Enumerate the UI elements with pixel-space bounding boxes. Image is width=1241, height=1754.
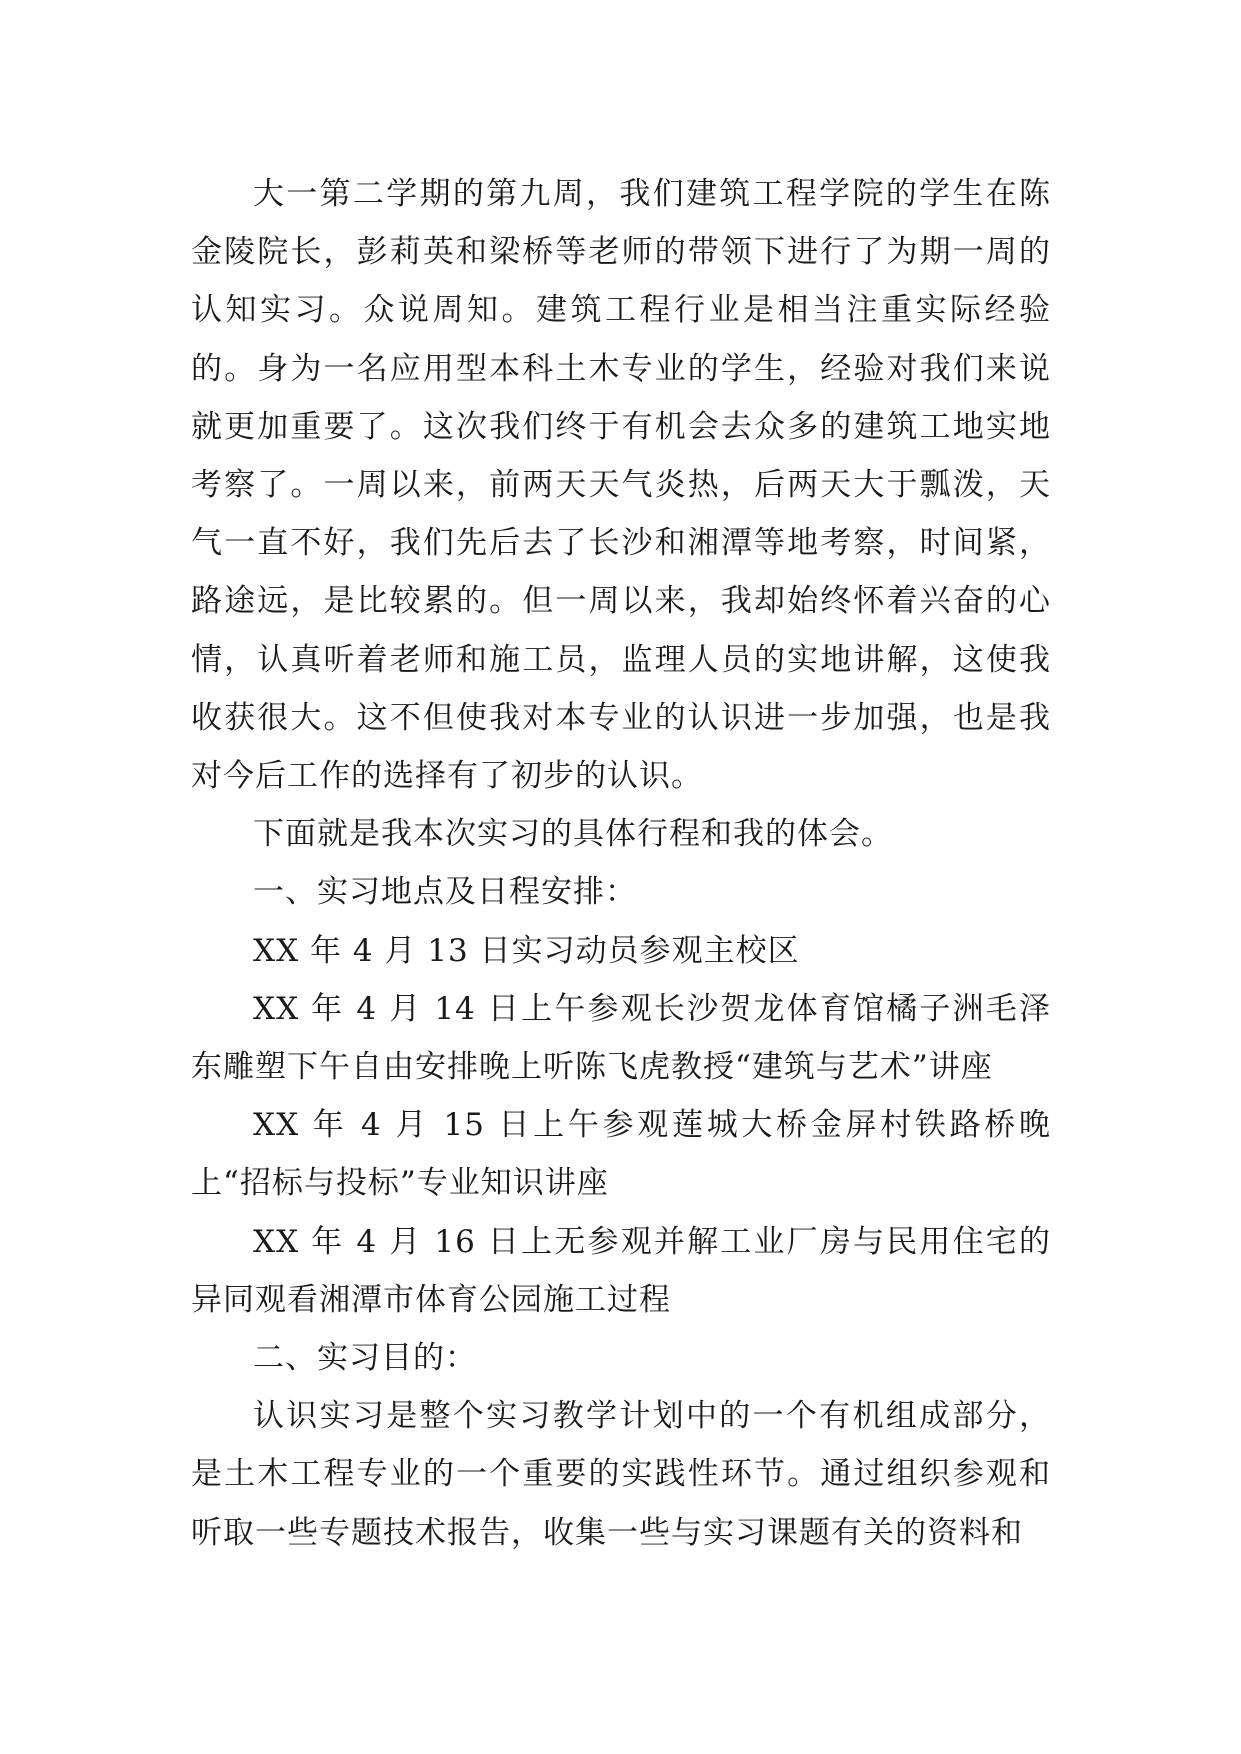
paragraph-purpose: 认识实习是整个实习教学计划中的一个有机组成部分，是土木工程专业的一个重要的实践性环节。通过组织参观和听取一些专题技术报告，收集一些与实习课题有关的资料和 (191, 1398, 1051, 1551)
paragraph-intro: 大一第二学期的第九周，我们建筑工程学院的学生在陈金陵院长，彭莉英和梁桥等老师的带领下进行了为期一周的认知实习。众说周知。建筑工程行业是相当注重实际经验的。身为一名应用型本科土木专业的学生，经验对我们来说就更加重要了。这次我们终于有机会去众多的建筑工地实地考察了。一周以来，前两天天气炎热，后两天大于瓢泼，天气一直不好，我们先后去了长沙和湘潭等地考察，时间紧，路途远，是比较累的。但一周以来，我却始终怀着兴奋的心情，认真听着老师和施工员，监理人员的实地讲解，这使我收获很大。这不但使我对本专业的认识进一步加强，也是我对今后工作的选择有了初步的认识。 (191, 176, 1051, 795)
schedule-item-0413: XX 年 4 月 13 日实习动员参观主校区 (253, 932, 800, 969)
section-heading-purpose: 二、实习目的： (253, 1340, 477, 1377)
schedule-item-0416: XX 年 4 月 16 日上无参观并解工业厂房与民用住宅的异同观看湘潭市体育公园施工过程 (191, 1223, 1051, 1318)
schedule-item-0415: XX 年 4 月 15 日上午参观莲城大桥金屏村铁路桥晚上“招标与投标”专业知识讲座 (191, 1107, 1051, 1202)
document-body (191, 165, 1051, 1562)
section-heading-schedule: 一、实习地点及日程安排： (253, 874, 637, 911)
schedule-item-0414: XX 年 4 月 14 日上午参观长沙贺龙体育馆橘子洲毛泽东雕塑下午自由安排晚上听陈飞虎教授“建筑与艺术”讲座 (191, 990, 1051, 1086)
paragraph-overview: 下面就是我本次实习的具体行程和我的体会。 (253, 816, 893, 853)
